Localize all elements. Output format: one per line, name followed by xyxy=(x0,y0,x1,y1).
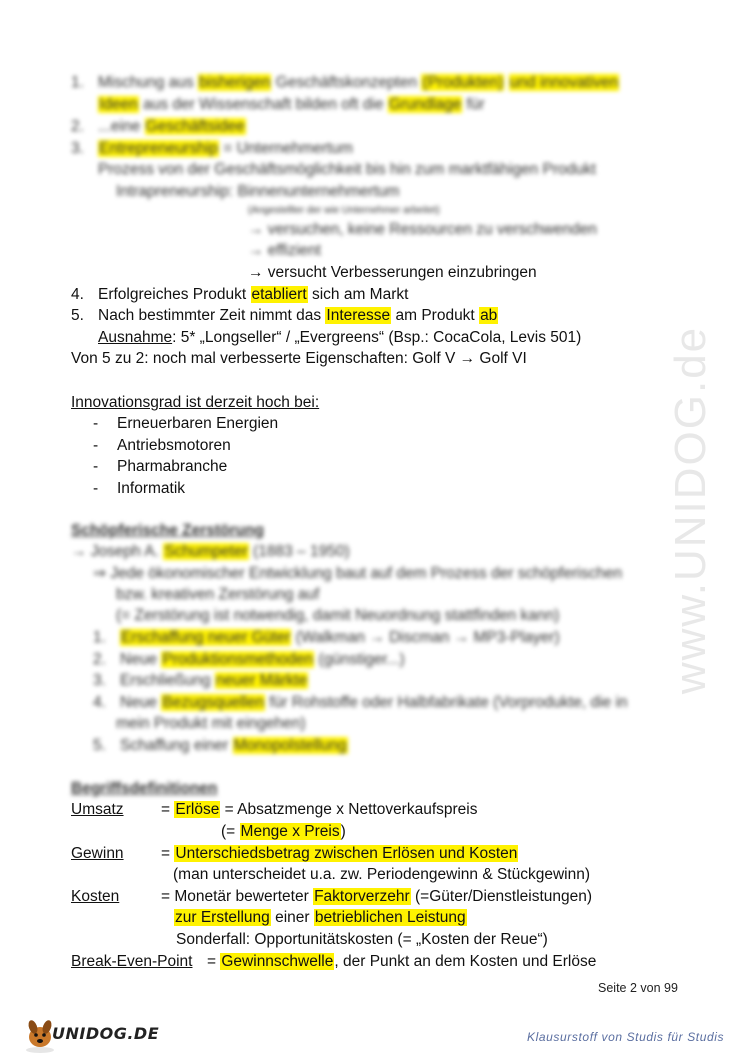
list-item: 3. Entrepreneurship = Unternehmertum xyxy=(71,140,353,157)
logo-text: UNIDOG.DE xyxy=(52,1024,160,1043)
definition-text: Sonderfall: Opportunitätskosten (= „Kosten der Reue“) xyxy=(176,931,548,948)
list-item: 2. Neue Produktionsmethoden (günstiger...) xyxy=(93,651,405,668)
list-item: - Antriebsmotoren xyxy=(93,437,231,454)
text-line: Intrapreneurship: Binnenunternehmertum xyxy=(116,183,400,200)
definition-text: (man unterscheidet u.a. zw. Periodengewinn & Stückgewinn) xyxy=(173,866,591,883)
list-item: - Erneuerbaren Energien xyxy=(93,415,279,432)
list-item: 2. ...eine Geschäftsidee xyxy=(71,118,245,135)
footer-tagline: Klausurstoff von Studis für Studis xyxy=(527,1030,725,1044)
text-line: → Joseph A. Schumpeter (1883 – 1950) xyxy=(71,543,350,560)
text-line: bzw. kreativen Zerstörung auf xyxy=(116,586,320,603)
definition-text: (= Menge x Preis) xyxy=(221,823,346,840)
list-item: - Informatik xyxy=(93,480,186,497)
text-line: Von 5 zu 2: noch mal verbesserte Eigenschaften: Golf V → Golf VI xyxy=(71,350,527,367)
watermark xyxy=(655,280,735,740)
text-line: → effizient xyxy=(248,242,321,259)
list-item: 5. Schaffung einer Monopolstellung xyxy=(93,737,347,754)
text-line: → versucht Verbesserungen einzubringen xyxy=(248,264,537,281)
list-item: 1. Erschaffung neuer Güter (Walkman → Discman → MP3-Player) xyxy=(93,629,560,646)
list-item: 4. Erfolgreiches Produkt etabliert sich am Markt xyxy=(71,286,409,303)
text-line: Ausnahme: 5* „Longseller“ / „Evergreens“ (Bsp.: CocaCola, Levis 501) xyxy=(98,329,582,346)
text-line: (= Zerstörung ist notwendig, damit Neuordnung stattfinden kann) xyxy=(116,607,560,624)
text-line: Prozess von der Geschäftsmöglichkeit bis hin zum marktfähigen Produkt xyxy=(98,161,596,178)
text-line: (Angestellter der wie Unternehmer arbeitet) xyxy=(248,205,440,216)
definition-text: = Unterschiedsbetrag zwischen Erlösen und Kosten xyxy=(161,845,518,862)
watermark-text: www.UNIDOG.de xyxy=(666,325,715,695)
section-heading: Innovationsgrad ist derzeit hoch bei: xyxy=(71,394,320,411)
list-item: 4. Neue Bezugsquellen für Rohstoffe oder Halbfabrikate (Vorprodukte, die in xyxy=(93,694,628,711)
text-line: ⇒ Jede ökonomischer Entwicklung baut auf dem Prozess der schöpferischen xyxy=(93,565,623,582)
list-item-continuation: Ideen aus der Wissenschaft bilden oft die Grundlage für xyxy=(99,96,485,113)
definition-kosten: Kosten xyxy=(71,888,120,905)
definition-umsatz: Umsatz xyxy=(71,801,124,818)
definition-text: zur Erstellung einer betrieblichen Leistung xyxy=(175,909,466,926)
definition-text: = Gewinnschwelle, der Punkt an dem Kosten und Erlöse xyxy=(207,953,597,970)
list-item-continuation: mein Produkt mit eingehen) xyxy=(116,715,306,732)
section-heading: Begriffsdefinitionen xyxy=(71,780,218,797)
list-item: - Pharmabranche xyxy=(93,458,228,475)
text-line: → versuchen, keine Ressourcen zu verschwenden xyxy=(248,221,597,238)
definition-break-even-point: Break-Even-Point xyxy=(71,953,193,970)
page-number: Seite 2 von 99 xyxy=(598,981,678,995)
list-item: 1. Mischung aus bisherigen Geschäftskonzepten (Produkten) und innovativen xyxy=(71,74,619,91)
list-item: 3. Erschließung neuer Märkte xyxy=(93,672,308,689)
definition-text: = Monetär bewerteter Faktorverzehr (=Güter/Dienstleistungen) xyxy=(161,888,593,905)
definition-text: = Erlöse = Absatzmenge x Nettoverkaufspreis xyxy=(161,801,478,818)
definition-gewinn: Gewinn xyxy=(71,845,124,862)
list-item: 5. Nach bestimmter Zeit nimmt das Interesse am Produkt ab xyxy=(71,307,498,324)
section-heading: Schöpferische Zerstörung xyxy=(71,522,264,539)
